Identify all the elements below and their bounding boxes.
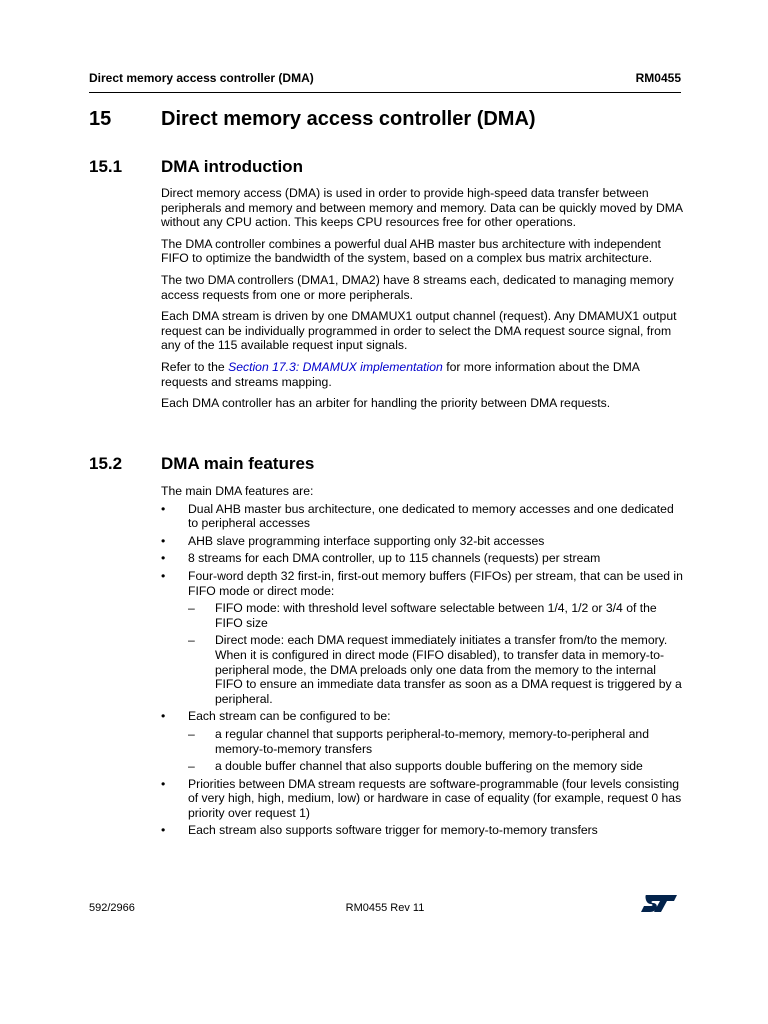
bullet-icon: •: [161, 533, 166, 548]
paragraph: Direct memory access (DMA) is used in order to provide high-speed data transfer between peripherals and memory and between memory and memory. Data can be quickly moved by DMA without any CPU action. This keeps CPU resources free for other operations.: [161, 186, 683, 230]
chapter-number: 15: [89, 108, 112, 130]
list-item-text: Dual AHB master bus architecture, one dedicated to memory accesses and one dedicated to peripheral accesses: [188, 501, 674, 531]
section-title: DMA main features: [161, 454, 315, 473]
dash-icon: –: [188, 726, 195, 741]
bullet-icon: •: [161, 709, 166, 724]
header-doc-id: RM0455: [635, 71, 681, 85]
sub-list-item: [188, 601, 683, 630]
dash-icon: –: [188, 601, 195, 616]
section-number: 15.2: [89, 454, 123, 473]
bullet-icon: •: [161, 823, 166, 838]
list-item: [161, 569, 683, 706]
bullet-icon: •: [161, 551, 166, 566]
sub-list: [188, 601, 683, 706]
list-item: [161, 777, 683, 821]
list-item-text: Four-word depth 32 first-in, first-out memory buffers (FIFOs) per stream, that can be used in FIFO mode or direct mode:: [188, 568, 683, 598]
section-link[interactable]: Section 17.3: DMAMUX implementation: [228, 359, 443, 374]
bullet-icon: •: [161, 501, 166, 516]
sub-list: [188, 727, 683, 774]
st-logo-icon: [640, 893, 678, 913]
paragraph: Each DMA controller has an arbiter for handling the priority between DMA requests.: [161, 396, 611, 411]
section-title: DMA introduction: [161, 157, 303, 176]
list-item: [161, 551, 683, 566]
list-item: [161, 502, 683, 531]
paragraph: Each DMA stream is driven by one DMAMUX1 output channel (request). Any DMAMUX1 output request can be individually programmed in order to select the DMA request source signal, from any of the 115 available request input signals.: [161, 309, 677, 353]
paragraph-with-link: [161, 360, 683, 389]
list-item-text: Priorities between DMA stream requests are software-programmable (four levels consisting of very high, high, medium, low) or hardware in case of equality (for example, request 0 has priority over request 1): [188, 776, 682, 820]
sub-list-item: [188, 759, 683, 774]
list-item: [161, 709, 683, 773]
section-number: 15.1: [89, 157, 123, 176]
section-2-body: [161, 484, 683, 841]
list-item-text: Each stream also supports software trigger for memory-to-memory transfers: [188, 823, 598, 838]
sub-list-item-text: FIFO mode: with threshold level software selectable between 1/4, 1/2 or 3/4 of the FIFO size: [215, 601, 657, 630]
header-title: Direct memory access controller (DMA): [89, 71, 314, 85]
paragraph-text: Refer to the: [161, 359, 229, 374]
page-number: 592/2966: [89, 902, 135, 914]
section-1-body: [161, 186, 683, 418]
sub-list-item-text: a double buffer channel that also supports double buffering on the memory side: [215, 759, 643, 774]
sub-list-item: [188, 727, 683, 756]
dash-icon: –: [188, 759, 195, 774]
paragraph: The DMA controller combines a powerful dual AHB master bus architecture with independent FIFO to optimize the bandwidth of the system, based on a complex bus matrix architecture.: [161, 236, 661, 266]
header-rule: [89, 92, 681, 93]
sub-list-item-text: a regular channel that supports peripheral-to-memory, memory-to-peripheral and memory-to-memory transfers: [215, 726, 649, 756]
chapter-title: Direct memory access controller (DMA): [161, 108, 536, 130]
list-item-text: 8 streams for each DMA controller, up to 115 channels (requests) per stream: [188, 551, 601, 566]
sub-list-item-text: Direct mode: each DMA request immediately initiates a transfer from/to the memory. When it is configured in direct mode (FIFO disabled), to transfer data in memory-to-peripheral mode, the DMA preloads only one data from the memory to the internal FIFO to ensure an immediate data transfer as soon as a DMA request is triggered by a peripheral.: [215, 633, 682, 706]
bullet-icon: •: [161, 776, 166, 791]
sub-list-item: [188, 633, 683, 706]
list-item: [161, 823, 683, 838]
dash-icon: –: [188, 633, 195, 648]
feature-list: [161, 502, 683, 838]
list-item-text: AHB slave programming interface supporting only 32-bit accesses: [188, 533, 545, 548]
paragraph-text: for more information about the DMA requests and streams mapping.: [161, 359, 640, 389]
paragraph: The main DMA features are:: [161, 484, 314, 498]
list-item-text: Each stream can be configured to be:: [188, 709, 391, 724]
running-header: [89, 71, 681, 85]
paragraph: The two DMA controllers (DMA1, DMA2) have 8 streams each, dedicated to managing memory access requests from one or more peripherals.: [161, 272, 674, 302]
list-item: [161, 534, 683, 549]
bullet-icon: •: [161, 568, 166, 583]
document-revision: RM0455 Rev 11: [345, 902, 425, 914]
